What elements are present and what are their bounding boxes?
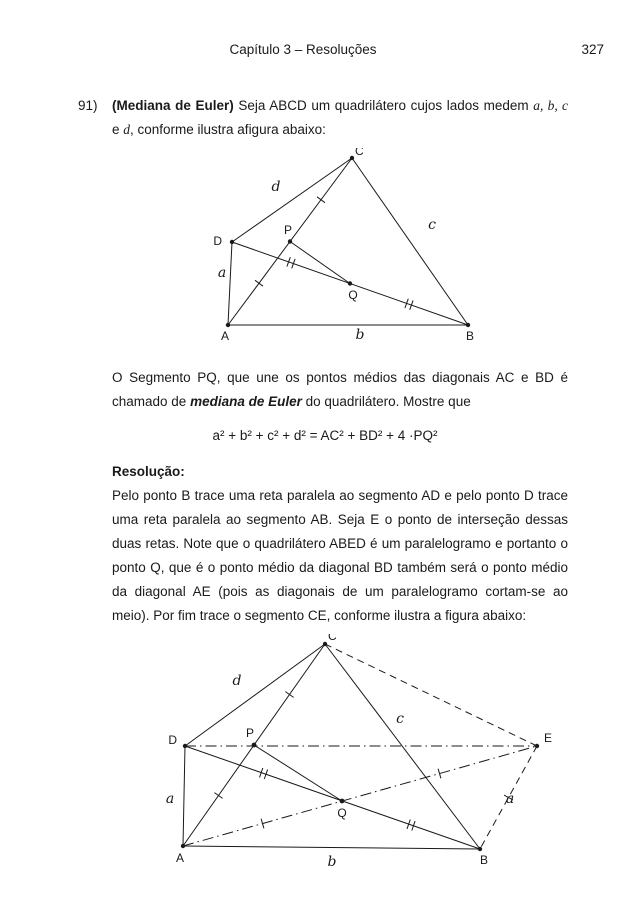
segment-AD <box>183 746 185 846</box>
resolution-body: Pelo ponto B trace uma reta paralela ao segmento AD e pelo ponto D trace uma reta paralela ao segmento AB. Seja E o ponto de interseção dessas duas retas. Note que o quadrilátero ABED é um paralelogramo e portanto o ponto Q, que é o ponto médio da diagonal BD também será o ponto médio da diagonal AE (pois as diagonais de um paralelogramo cortam-se ao meio). Por fim trace o segmento CE, conforme ilustra a figura abaixo: <box>112 488 568 623</box>
segment-PQ <box>290 242 350 284</box>
resolution-heading: Resolução: <box>112 464 185 479</box>
diagonal-AE-dashdot <box>183 746 537 846</box>
figure-quadrilateral-2 <box>120 634 568 889</box>
page-header <box>78 42 604 60</box>
side-label-d: d <box>271 179 281 195</box>
figure1-svg <box>148 148 493 353</box>
segment-AB <box>183 846 480 849</box>
point-label-C: C <box>355 148 364 158</box>
figure1-tick-marks <box>255 197 413 310</box>
figure2-svg <box>120 634 580 884</box>
intro-text-2: e <box>112 122 124 137</box>
statement-text-1: O Segmento PQ, que une os pontos médios das diagonais AC e BD é chamado de <box>112 370 568 409</box>
side-label-d: d <box>232 673 242 689</box>
page-number: 327 <box>581 42 604 57</box>
point-label-B: B <box>465 329 475 343</box>
point-label-E: E <box>544 731 553 745</box>
problem-body <box>112 94 568 889</box>
intro-side-d: d <box>123 122 131 137</box>
side-label-a-left: a <box>165 791 175 807</box>
segment-AD <box>228 242 232 325</box>
point-label-C: C <box>328 634 337 643</box>
euler-median-formula: a² + b² + c² + d² = AC² + BD² + 4 ·PQ² <box>212 428 438 443</box>
problem-intro <box>112 94 568 142</box>
segment-DC <box>185 644 325 746</box>
side-label-c: c <box>428 217 436 233</box>
point-label-D: D <box>168 733 177 747</box>
problem-title: (Mediana de Euler) <box>112 98 234 113</box>
problem-number: 91) <box>78 98 98 113</box>
segment-PQ <box>254 745 342 801</box>
point-label-A: A <box>220 329 230 343</box>
problem-91 <box>78 94 568 889</box>
intro-text-3: , conforme ilustra afigura abaixo: <box>130 122 326 137</box>
intro-sides-abc: a, b, c <box>533 98 568 113</box>
point-label-P: P <box>245 726 255 740</box>
segment-CE-dashed <box>325 644 537 746</box>
point-label-A: A <box>175 851 185 865</box>
point-label-Q: Q <box>337 806 347 820</box>
segment-CB <box>352 158 468 325</box>
side-label-c: c <box>396 711 404 727</box>
problem-statement <box>112 366 568 414</box>
figure-quadrilateral-1 <box>148 148 568 358</box>
intro-text-1: Seja ABCD um quadrilátero cujos lados medem <box>233 98 534 113</box>
diagonal-DB <box>185 746 480 849</box>
figure2-dashdot-edges <box>183 746 537 846</box>
side-label-b: b <box>355 327 365 343</box>
point-label-Q: Q <box>348 288 358 302</box>
statement-euler-median: mediana de Euler <box>190 394 302 409</box>
statement-text-2: do quadrilátero. Mostre que <box>301 394 471 409</box>
side-label-b: b <box>327 854 337 870</box>
chapter-title: Capítulo 3 – Resoluções <box>229 42 377 57</box>
side-label-a-right: a <box>505 791 515 807</box>
point-label-D: D <box>213 234 222 248</box>
side-label-a: a <box>217 265 227 281</box>
point-label-P: P <box>283 223 293 237</box>
point-label-B: B <box>479 853 489 867</box>
